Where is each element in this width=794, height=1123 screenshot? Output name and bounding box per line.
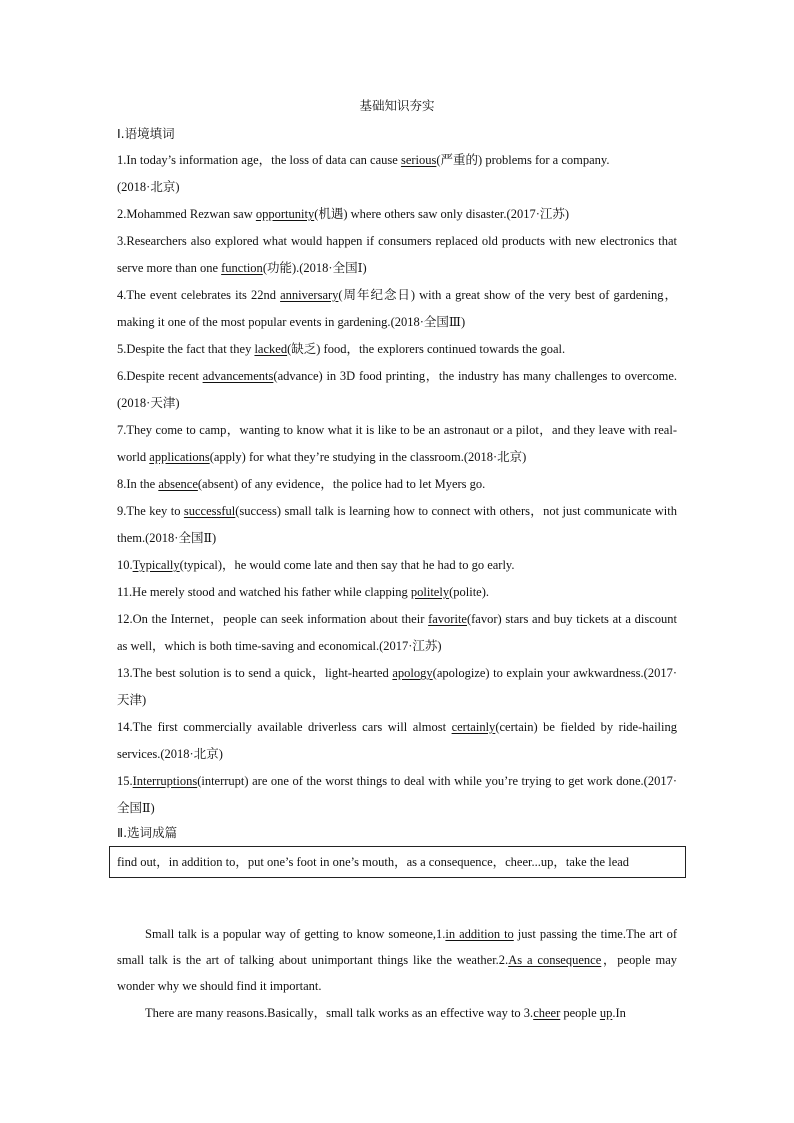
item-text: 14.The first commercially available driverless cars will almost [117,720,452,734]
item-text-after: ，he would come late and then say that he had to go early. [222,558,515,572]
passage-answer: As a consequence [508,953,602,967]
item-text: 4.The event celebrates its 22nd [117,288,281,302]
passage-text: There are many reasons.Basically，small talk works as an effective way to 3. [145,1006,534,1020]
item-hint: (interrupt) [197,774,249,788]
exercise-list [117,147,677,822]
item-hint: (certain) [495,720,538,734]
exercise-item [117,714,677,768]
passage-paragraph [117,1000,677,1026]
item-text-after: stars and buy tickets at a discount as well，which is both time-saving and economical. [117,612,677,653]
exercise-item [117,579,677,606]
item-text: 9.The key to [117,504,184,518]
item-answer: successful [183,504,236,518]
item-source: (2017·全国Ⅱ) [117,774,677,815]
item-source: (2017·江苏) [506,207,570,221]
item-hint: (advance) [273,369,323,383]
item-text-after: where others saw only disaster. [347,207,507,221]
item-source: (2018·北京) [160,747,223,761]
item-source: (2018·北京) [117,180,180,194]
passage-answer: cheer [533,1006,561,1020]
item-text-after: food，the explorers continued towards the goal. [320,342,566,356]
passage-text: just passing the time.The art of small talk is the art of talking about unimportant things like the weather.2. [117,927,677,967]
section-heading-vocabulary: Ⅰ.语境填词 [117,126,175,141]
item-answer: apology [392,666,433,680]
page-title: 基础知识夯实 [359,98,435,113]
item-hint: (机遇) [314,207,348,221]
passage-text: .In [612,1006,626,1020]
item-answer: Interruptions [132,774,198,788]
item-hint: (absent) [197,477,239,491]
exercise-item [117,606,677,660]
item-source: (2018·北京) [463,450,527,464]
item-hint: (周年纪念日) [338,288,416,302]
item-text: 12.On the Internet，people can seek information about their [117,612,429,626]
item-hint: (apply) [209,450,246,464]
item-text-after: . [296,261,300,275]
item-source: (2017·天津) [117,666,677,707]
item-text: 8.In the [117,477,159,491]
item-answer: favorite [428,612,467,626]
item-hint: (polite) [449,585,486,599]
exercise-item [117,147,677,201]
passage-answer: in addition to [445,927,514,941]
passage [117,921,677,1027]
item-hint: (缺乏) [287,342,321,356]
exercise-item [117,228,677,282]
item-text-after: with a great show of the very best of gardening，making it one of the most popular events in gardening. [117,288,677,329]
exercise-item [117,552,677,579]
exercise-item [117,498,677,552]
item-text-after: to explain your awkwardness. [489,666,644,680]
item-hint: (success) [235,504,282,518]
item-answer: anniversary [280,288,339,302]
exercise-item [117,336,677,363]
item-answer: applications [149,450,210,464]
item-text: 15. [117,774,133,788]
passage-answer: up [599,1006,613,1020]
item-answer: serious [400,153,437,167]
exercise-item [117,282,677,336]
item-answer: advancements [202,369,274,383]
item-answer: certainly [451,720,496,734]
item-source: (2017·江苏) [379,639,442,653]
item-hint: (apologize) [432,666,490,680]
passage-text: Small talk is a popular way of getting to know someone,1. [145,927,446,941]
item-answer: lacked [254,342,288,356]
exercise-item [117,201,677,228]
word-bank-box: find out，in addition to，put one’s foot in one’s mouth，as a consequence，cheer...up，take the lead [109,846,686,878]
item-text-after: problems for a company. [482,153,610,167]
item-text: 3.Researchers also explored what would happen if consumers replaced old products with new electronics that serve more than one [117,234,677,275]
section-heading-word-choice: Ⅱ.选词成篇 [117,825,178,840]
exercise-item [117,363,677,417]
item-text: 13.The best solution is to send a quick，light-hearted [117,666,393,680]
item-answer: Typically [132,558,180,572]
passage-paragraph [117,921,677,999]
item-source: (2018·全国Ⅲ) [390,315,466,329]
item-text: 7.They come to camp，wanting to know what it is like to be an astronaut or a pilot，and they leave with real-world [117,423,677,464]
item-text-after: are one of the worst things to deal with while you’re trying to get work done. [248,774,644,788]
exercise-item [117,768,677,822]
exercise-item [117,471,677,498]
item-answer: function [221,261,263,275]
item-answer: absence [158,477,198,491]
item-text-after: be fielded by ride-hailing services. [117,720,677,761]
passage-text: ，people may wonder why we should find it important. [117,953,678,993]
item-answer: opportunity [255,207,315,221]
item-answer: politely [410,585,450,599]
item-source: (2018·全国Ⅱ) [145,531,217,545]
item-source: (2018·全国Ⅰ) [299,261,367,275]
item-text-after: in 3D food printing，the industry has many challenges to overcome. [322,369,677,383]
item-text: 2.Mohammed Rezwan saw [117,207,256,221]
passage-text: people [560,1006,600,1020]
item-text-after: of any evidence，the police had to let Myers go. [238,477,486,491]
item-hint: (严重的) [436,153,483,167]
item-source: (2018·天津) [117,396,180,410]
item-text: 5.Despite the fact that they [117,342,255,356]
exercise-item [117,660,677,714]
item-text: 6.Despite recent [117,369,203,383]
item-text-after: for what they’re studying in the classroom. [245,450,464,464]
item-hint: (favor) [466,612,502,626]
item-hint: (typical) [179,558,222,572]
item-text: 11.He merely stood and watched his father while clapping [117,585,411,599]
item-text: 1.In today’s information age，the loss of data can cause [117,153,401,167]
item-text: 10. [117,558,133,572]
item-hint: (功能) [262,261,297,275]
item-text-after: small talk is learning how to connect with others，not just communicate with them. [117,504,677,545]
exercise-item [117,417,677,471]
item-text-after: . [485,585,490,599]
